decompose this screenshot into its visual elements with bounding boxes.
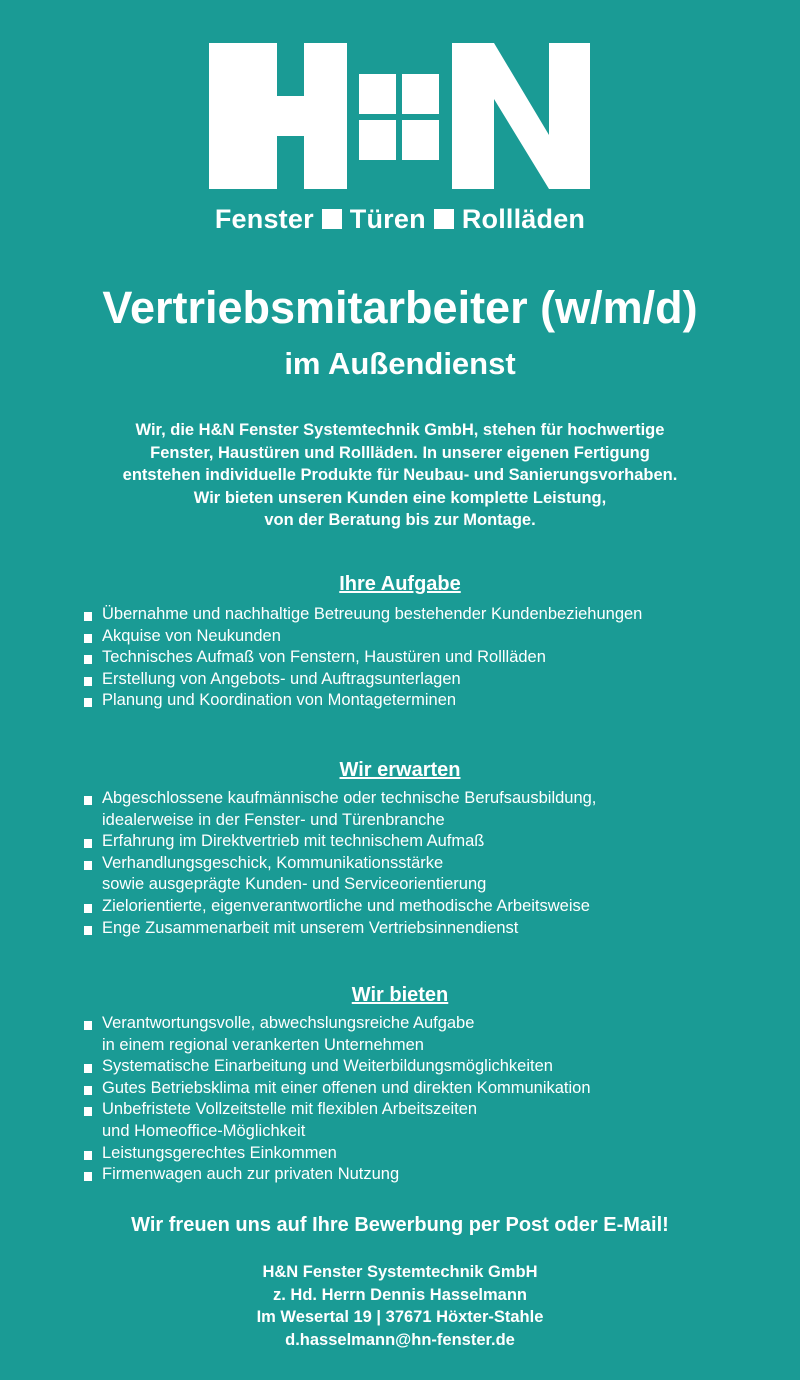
company-intro: [60, 419, 740, 532]
section-heading-offer: Wir bieten: [351, 984, 449, 1006]
section-heading-expectations: Wir erwarten: [339, 759, 461, 781]
intro-line: entstehen individuelle Produkte für Neubau- und Sanierungsvorhaben.: [122, 466, 678, 484]
list-item: Zielorientierte, eigenverantwortliche und methodische Arbeitsweise: [84, 896, 774, 918]
contact-company: H&N Fenster Systemtechnik GmbH: [262, 1263, 538, 1281]
intro-line: Wir bieten unseren Kunden eine komplette Leistung,: [193, 488, 607, 507]
list-item: Unbefristete Vollzeitstelle mit flexiblen Arbeitszeiten und Homeoffice-Möglichkeit: [84, 1099, 774, 1142]
list-item: Firmenwagen auch zur privaten Nutzung: [84, 1164, 774, 1186]
job-title: Vertriebsmitarbeiter (w/m/d): [102, 282, 698, 333]
list-item: Abgeschlossene kaufmännische oder technische Berufsausbildung, idealerweise in der Fenster- und Türenbranche: [84, 788, 774, 831]
offer-list: [84, 1013, 774, 1186]
intro-line: Fenster, Haustüren und Rollläden. In unserer eigenen Fertigung: [150, 443, 650, 462]
list-item: Planung und Koordination von Montageterminen: [84, 690, 774, 712]
contact-email[interactable]: d.hasselmann@hn-fenster.de: [285, 1330, 515, 1349]
list-item: Erfahrung im Direktvertrieb mit technischem Aufmaß: [84, 831, 774, 853]
list-item: Verhandlungsgeschick, Kommunikationsstärke sowie ausgeprägte Kunden- und Serviceorientierung: [84, 853, 774, 896]
contact-block: [0, 1261, 800, 1351]
intro-line: Wir, die H&N Fenster Systemtechnik GmbH, stehen für hochwertige: [135, 421, 665, 439]
expectations-list: [84, 788, 774, 939]
section-heading-tasks: Ihre Aufgabe: [339, 573, 461, 595]
list-item: Leistungsgerechtes Einkommen: [84, 1143, 774, 1165]
tagline: [0, 204, 800, 235]
list-item: Systematische Einarbeitung und Weiterbildungsmöglichkeiten: [84, 1056, 774, 1078]
list-item: Enge Zusammenarbeit mit unserem Vertriebsinnendienst: [84, 918, 774, 940]
intro-line: von der Beratung bis zur Montage.: [264, 511, 536, 529]
application-call-to-action: Wir freuen uns auf Ihre Bewerbung per Post oder E-Mail!: [131, 1214, 669, 1236]
contact-address: Im Wesertal 19 | 37671 Höxter-Stahle: [256, 1308, 544, 1326]
tagline-windows: Fenster: [214, 204, 314, 234]
square-bullet-icon: [434, 209, 454, 229]
list-item: Gutes Betriebsklima mit einer offenen und direkten Kommunikation: [84, 1078, 774, 1100]
list-item: Verantwortungsvolle, abwechslungsreiche Aufgabe in einem regional verankerten Unternehmen: [84, 1013, 774, 1056]
list-item: Übernahme und nachhaltige Betreuung bestehender Kundenbeziehungen: [84, 604, 774, 626]
tagline-doors: Türen: [349, 204, 426, 234]
list-item: Erstellung von Angebots- und Auftragsunterlagen: [84, 669, 774, 691]
tasks-list: [84, 604, 774, 712]
square-bullet-icon: [322, 209, 342, 229]
list-item: Akquise von Neukunden: [84, 626, 774, 648]
tagline-shutters: Rollläden: [461, 204, 586, 234]
hn-logo: [209, 43, 590, 189]
list-item: Technisches Aufmaß von Fenstern, Haustüren und Rollläden: [84, 647, 774, 669]
contact-person: z. Hd. Herrn Dennis Hasselmann: [273, 1285, 527, 1304]
job-subtitle: im Außendienst: [284, 346, 516, 381]
